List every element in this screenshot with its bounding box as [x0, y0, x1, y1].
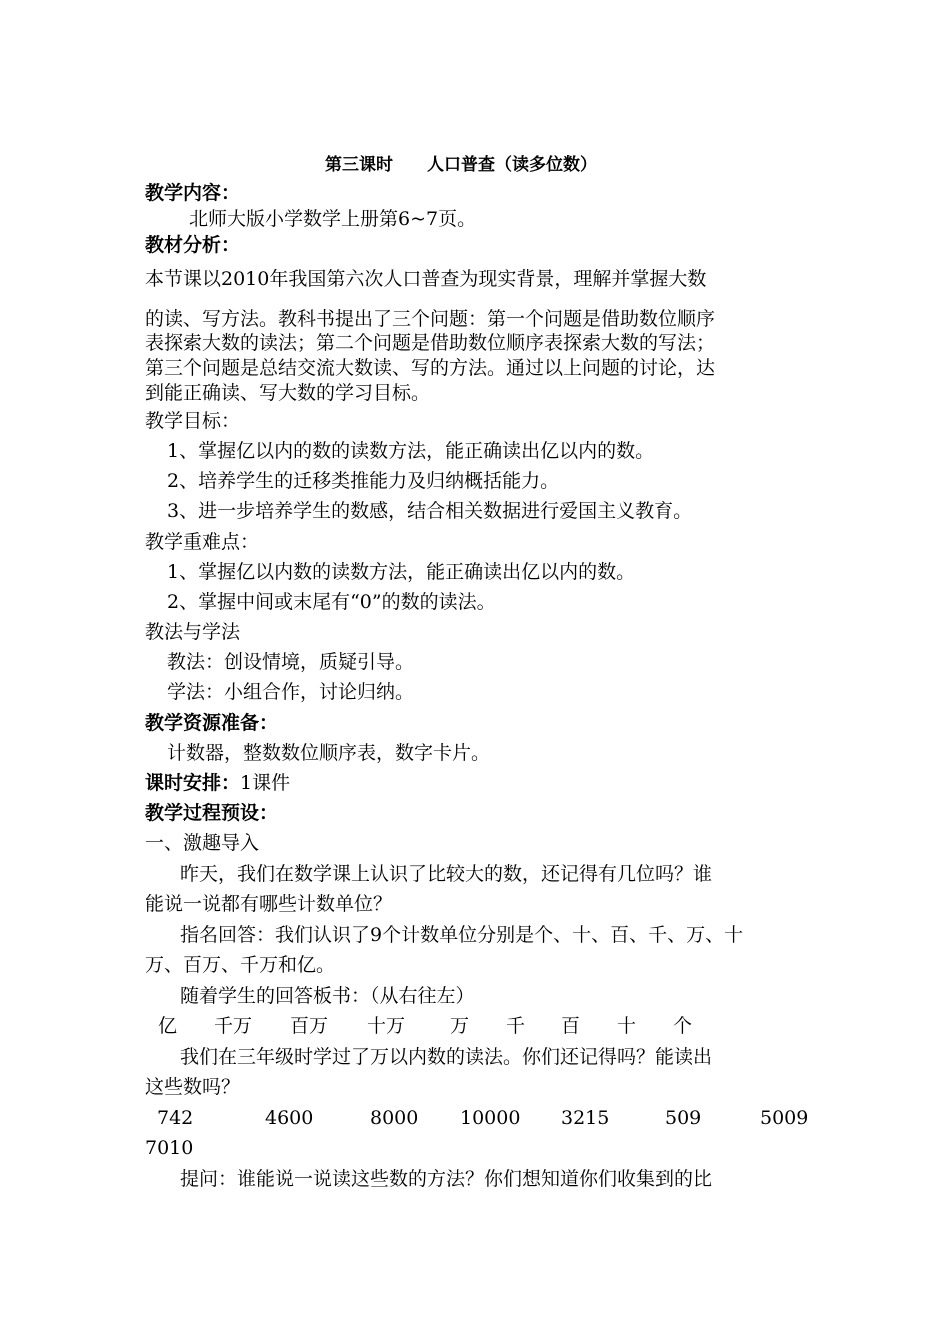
- analysis-line: 到能正确读、写大数的学习目标。: [145, 382, 431, 404]
- paragraph-line: 能说一说都有哪些计数单位？: [145, 893, 393, 915]
- schedule-label: 课时安排：: [145, 772, 241, 794]
- analysis-line: 第三个问题是总结交流大数读、写的方法。通过以上问题的讨论，达: [145, 357, 716, 379]
- analysis-line: 的读、写方法。教科书提出了三个问题：第一个问题是借助数位顺序: [145, 308, 716, 330]
- number-item: 3215: [561, 1107, 610, 1129]
- number-item: 8000: [370, 1107, 419, 1129]
- schedule-value: 1课件: [240, 772, 291, 794]
- key-point: 1、掌握亿以内数的读数方法，能正确读出亿以内的数。: [167, 561, 636, 583]
- paragraph-line: 随着学生的回答板书：（从右往左）: [180, 985, 475, 1007]
- method-heading: 教法与学法: [145, 621, 241, 643]
- key-point: 2、掌握中间或末尾有“0”的数的读法。: [167, 591, 496, 613]
- unit-label: 千: [506, 1015, 526, 1037]
- goal-item: 3、进一步培养学生的数感，结合相关数据进行爱国主义教育。: [167, 500, 693, 522]
- unit-label: 万: [450, 1015, 470, 1037]
- paragraph-line: 我们在三年级时学过了万以内数的读法。你们还记得吗？能读出: [180, 1046, 713, 1068]
- number-item: 4600: [265, 1107, 314, 1129]
- unit-label: 个: [673, 1015, 693, 1037]
- number-item: 10000: [460, 1107, 521, 1129]
- number-item: 7010: [145, 1137, 194, 1159]
- paragraph-line: 提问：谁能说一说读这些数的方法？你们想知道你们收集到的比: [180, 1168, 713, 1190]
- key-heading: 教学重难点：: [145, 531, 260, 553]
- process-heading: 教学过程预设：: [145, 802, 279, 824]
- unit-label: 十: [617, 1015, 637, 1037]
- method-teach: 教法：创设情境，质疑引导。: [167, 651, 415, 673]
- number-item: 742: [157, 1107, 194, 1129]
- section-heading: 一、激趣导入: [145, 832, 260, 854]
- counting-units-row: [0, 1013, 950, 1039]
- goal-item: 1、掌握亿以内的数的读数方法，能正确读出亿以内的数。: [167, 440, 655, 462]
- goal-item: 2、培养学生的迁移类推能力及归纳概括能力。: [167, 470, 560, 492]
- analysis-heading: 教材分析：: [145, 234, 241, 256]
- schedule-line: [145, 770, 290, 796]
- lesson-title: 第三课时 人口普查（读多位数）: [325, 155, 597, 175]
- unit-label: 百: [561, 1015, 581, 1037]
- paragraph-line: 万、百万、千万和亿。: [145, 954, 336, 976]
- method-learn: 学法：小组合作，讨论归纳。: [167, 681, 415, 703]
- content-heading: 教学内容：: [145, 182, 241, 204]
- unit-label: 千万: [214, 1015, 253, 1037]
- analysis-line: 表探索大数的读法；第二个问题是借助数位顺序表探索大数的写法；: [145, 332, 716, 354]
- unit-label: 十万: [367, 1015, 406, 1037]
- unit-label: 亿: [158, 1015, 178, 1037]
- resource-text: 计数器，整数数位顺序表，数字卡片。: [167, 742, 491, 764]
- number-list-row: [0, 1105, 950, 1131]
- analysis-line: 本节课以2010年我国第六次人口普查为现实背景，理解并掌握大数: [145, 268, 707, 290]
- content-text: 北师大版小学数学上册第6~7页。: [189, 208, 477, 230]
- paragraph-line: 指名回答：我们认识了9个计数单位分别是个、十、百、千、万、十: [180, 924, 744, 946]
- paragraph-line: 昨天，我们在数学课上认识了比较大的数，还记得有几位吗？谁: [180, 863, 713, 885]
- goals-heading: 教学目标：: [145, 410, 241, 432]
- paragraph-line: 这些数吗？: [145, 1076, 241, 1098]
- number-item: 509: [665, 1107, 702, 1129]
- number-item: 5009: [760, 1107, 809, 1129]
- unit-label: 百万: [290, 1015, 329, 1037]
- resource-heading: 教学资源准备：: [145, 712, 279, 734]
